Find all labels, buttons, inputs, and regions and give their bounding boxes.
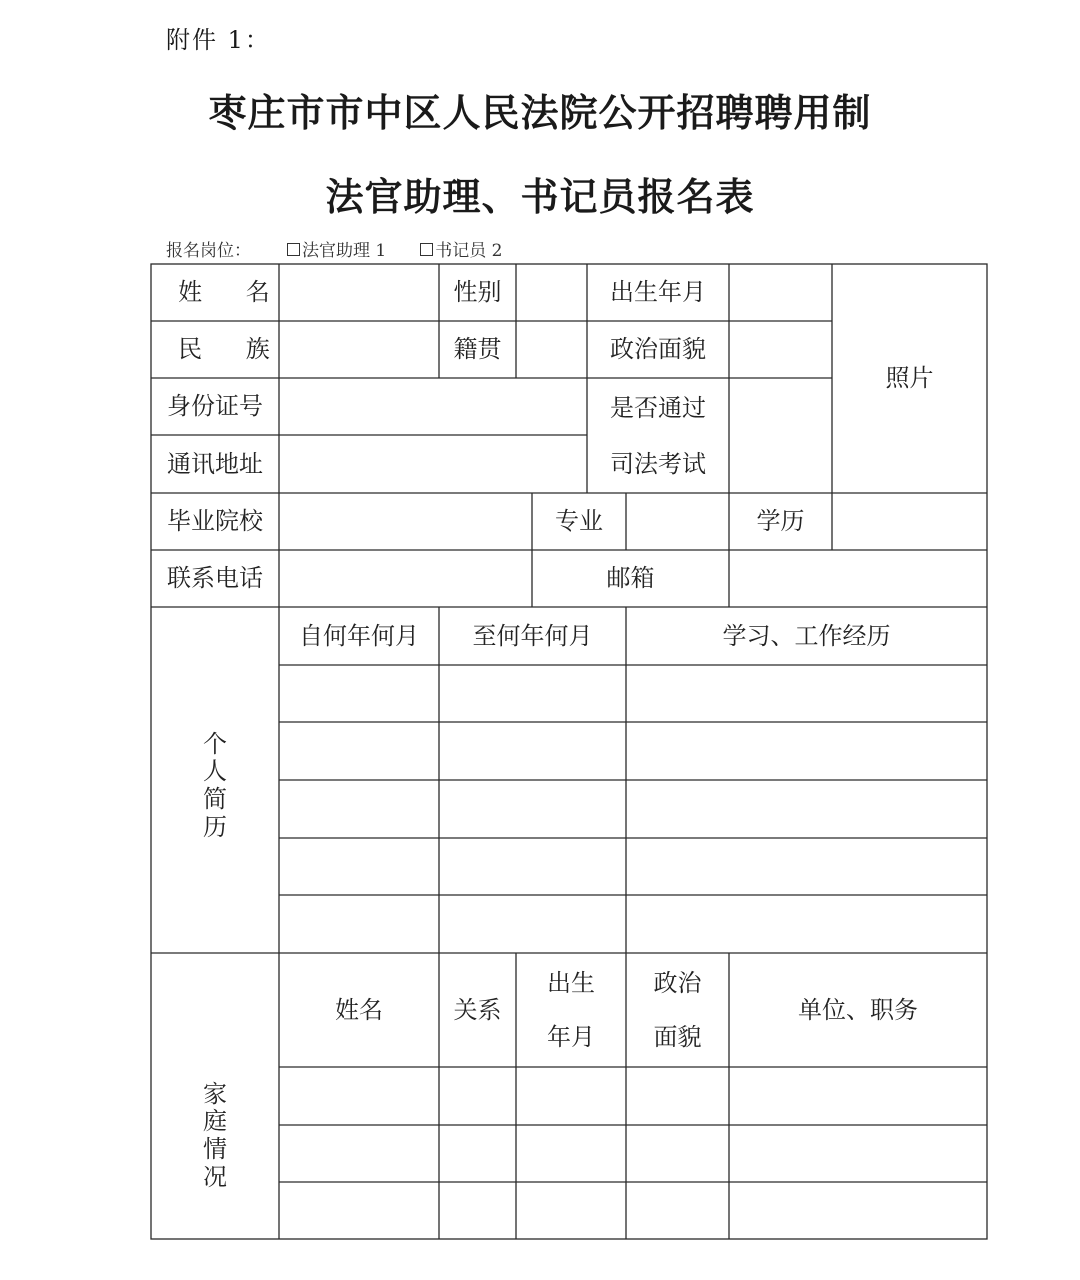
family-row[interactable] xyxy=(279,1125,987,1182)
resume-header-from: 自何年何月 xyxy=(299,621,419,650)
family-header-birth: 出生 年月 xyxy=(547,969,595,1051)
email-field[interactable] xyxy=(729,550,987,607)
resume-header-experience: 学习、工作经历 xyxy=(722,621,891,650)
education-field[interactable] xyxy=(832,493,987,550)
page-title-line1: 枣庄市市中区人民法院公开招聘聘用制 xyxy=(208,90,872,135)
resume-header-to: 至何年何月 xyxy=(472,621,593,650)
label-school: 毕业院校 xyxy=(167,507,263,536)
label-name: 姓 名 xyxy=(178,278,288,307)
position-option-clerk[interactable]: 书记员 2 xyxy=(420,241,502,261)
native-place-field[interactable] xyxy=(516,321,587,378)
name-field[interactable] xyxy=(279,264,439,321)
label-ethnicity: 民 族 xyxy=(178,335,288,364)
label-address: 通讯地址 xyxy=(167,449,263,478)
phone-field[interactable] xyxy=(279,550,532,607)
label-phone: 联系电话 xyxy=(167,564,263,593)
position-label: 报名岗位： xyxy=(166,241,251,261)
family-header-relation: 关系 xyxy=(453,995,502,1024)
resume-row[interactable] xyxy=(279,722,987,780)
label-resume-section: 个 人 简 历 xyxy=(203,729,227,841)
label-gender: 性别 xyxy=(453,278,502,307)
family-header-unit-position: 单位、职务 xyxy=(798,995,918,1024)
ethnicity-field[interactable] xyxy=(279,321,439,378)
family-header-political: 政治 面貌 xyxy=(653,969,702,1051)
school-field[interactable] xyxy=(279,493,532,550)
resume-row[interactable] xyxy=(279,895,987,953)
address-field[interactable] xyxy=(279,435,587,493)
attachment-label: 附件 1： xyxy=(166,26,271,54)
birth-field[interactable] xyxy=(729,264,832,321)
resume-row[interactable] xyxy=(279,838,987,895)
label-family-section: 家 庭 情 况 xyxy=(203,1079,227,1191)
label-birth: 出生年月 xyxy=(610,278,706,307)
label-education: 学历 xyxy=(756,507,805,536)
gender-field[interactable] xyxy=(516,264,587,321)
family-row[interactable] xyxy=(279,1067,987,1125)
family-row[interactable] xyxy=(279,1182,987,1239)
resume-row[interactable] xyxy=(279,665,987,722)
major-field[interactable] xyxy=(626,493,729,550)
id-number-field[interactable] xyxy=(279,378,587,435)
position-option-assistant[interactable]: 法官助理 1 xyxy=(287,241,386,261)
label-id-number: 身份证号 xyxy=(167,392,263,421)
political-status-field[interactable] xyxy=(729,321,832,378)
passed-exam-field[interactable] xyxy=(729,378,832,493)
resume-row[interactable] xyxy=(279,780,987,838)
label-passed-exam: 是否通过 司法考试 xyxy=(610,393,706,478)
page-title-line2: 法官助理、书记员报名表 xyxy=(325,174,755,219)
photo-box[interactable]: 照片 xyxy=(885,364,934,393)
family-header-name: 姓名 xyxy=(335,995,383,1024)
label-native-place: 籍贯 xyxy=(453,335,502,364)
label-political-status: 政治面貌 xyxy=(610,335,706,364)
label-major: 专业 xyxy=(555,507,603,536)
label-email: 邮箱 xyxy=(606,564,655,593)
